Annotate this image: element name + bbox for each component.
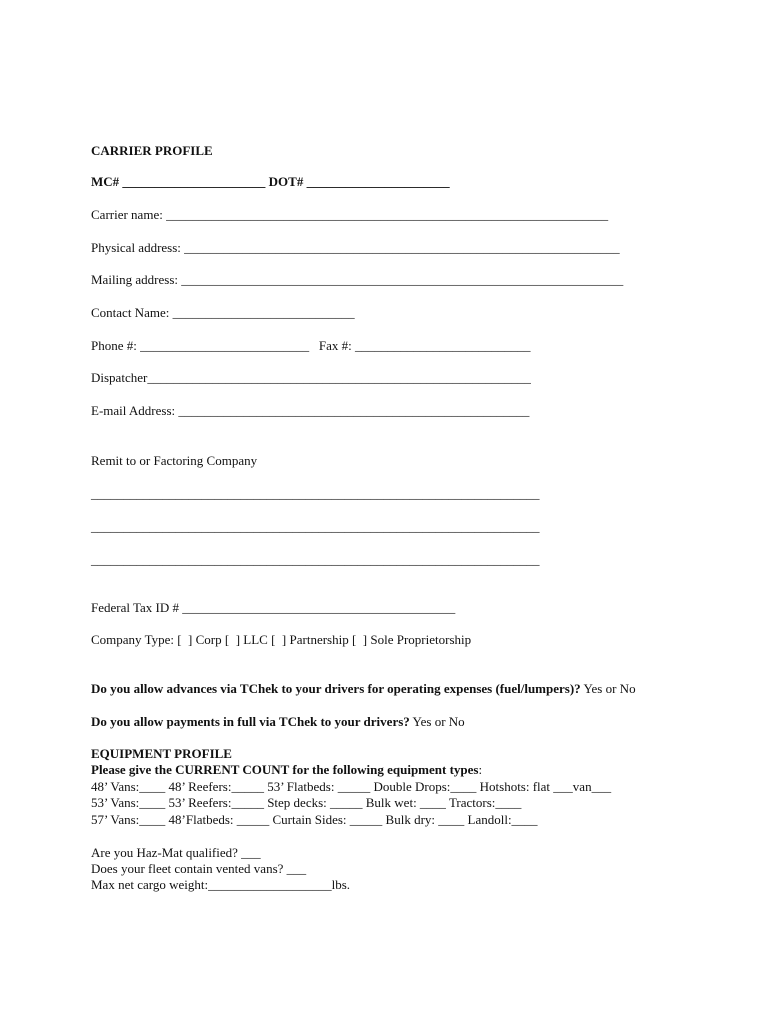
carrier-name-row — [91, 207, 608, 223]
email-label: E-mail Address: — [91, 403, 179, 418]
contact-name-field[interactable]: ____________________________ — [172, 305, 355, 320]
mc-dot-row — [91, 174, 450, 190]
payments-question — [91, 714, 465, 730]
advances-question-text: Do you allow advances via TChek to your drivers for operating expenses (fuel/lumpers)? — [91, 681, 581, 696]
mc-number-field[interactable]: ______________________ — [119, 174, 269, 189]
remit-line-1[interactable]: _____________________________________________________________________ — [91, 486, 540, 501]
mc-label: MC# — [91, 174, 120, 189]
equipment-instruction-colon: : — [478, 762, 483, 777]
tax-id-label: Federal Tax ID # — [91, 600, 183, 615]
carrier-name-field[interactable]: ____________________________________________________________________ — [166, 207, 609, 222]
advances-question — [91, 681, 636, 697]
dispatcher-field[interactable]: ___________________________________________________________ — [147, 370, 531, 385]
physical-address-field[interactable]: ___________________________________________________________________ — [184, 240, 620, 255]
remit-line-3[interactable]: _____________________________________________________________________ — [91, 552, 540, 567]
contact-name-label: Contact Name: — [91, 305, 173, 320]
remit-heading: Remit to or Factoring Company — [91, 453, 258, 468]
mailing-address-field[interactable]: ____________________________________________________________________ — [181, 272, 624, 287]
equipment-row-57[interactable]: 57’ Vans:____ 48’Flatbeds: _____ Curtain Sides: _____ Bulk dry: ____ Landoll:____ — [91, 812, 538, 827]
email-row — [91, 403, 529, 419]
phone-field[interactable]: __________________________ — [140, 338, 310, 353]
dot-number-field[interactable]: ______________________ — [303, 174, 450, 189]
equipment-instruction: Please give the CURRENT COUNT for the following equipment types — [91, 762, 479, 777]
advances-answer[interactable]: Yes or No — [580, 681, 636, 696]
carrier-name-label: Carrier name: — [91, 207, 167, 222]
form-title: CARRIER PROFILE — [91, 143, 213, 158]
remit-line-2[interactable]: _____________________________________________________________________ — [91, 519, 540, 534]
contact-name-row — [91, 305, 355, 321]
physical-address-label: Physical address: — [91, 240, 185, 255]
equipment-row-53[interactable]: 53’ Vans:____ 53’ Reefers:_____ Step decks: _____ Bulk wet: ____ Tractors:____ — [91, 795, 522, 810]
payments-answer[interactable]: Yes or No — [409, 714, 465, 729]
hazmat-question[interactable]: Are you Haz-Mat qualified? ___ — [91, 845, 261, 860]
fax-field[interactable]: ___________________________ — [355, 338, 531, 353]
equipment-row-48[interactable]: 48’ Vans:____ 48’ Reefers:_____ 53’ Flatbeds: _____ Double Drops:____ Hotshots: flat ___van___ — [91, 779, 612, 794]
vented-vans-question[interactable]: Does your fleet contain vented vans? ___ — [91, 861, 307, 876]
dispatcher-label: Dispatcher — [91, 370, 148, 385]
tax-id-row — [91, 600, 455, 616]
company-type-row[interactable]: Company Type: [ ] Corp [ ] LLC [ ] Partnership [ ] Sole Proprietorship — [91, 632, 472, 647]
payments-question-text: Do you allow payments in full via TChek to your drivers? — [91, 714, 410, 729]
email-field[interactable]: ______________________________________________________ — [178, 403, 530, 418]
max-cargo-weight[interactable]: Max net cargo weight:___________________lbs. — [91, 877, 351, 892]
physical-address-row — [91, 240, 620, 256]
equipment-instruction-row — [91, 762, 482, 778]
mailing-address-label: Mailing address: — [91, 272, 182, 287]
fax-label: Fax #: — [309, 338, 355, 353]
phone-label: Phone #: — [91, 338, 141, 353]
tax-id-field[interactable]: __________________________________________ — [182, 600, 456, 615]
mailing-address-row — [91, 272, 623, 288]
dispatcher-row — [91, 370, 531, 386]
phone-fax-row — [91, 338, 531, 354]
equipment-heading: EQUIPMENT PROFILE — [91, 746, 232, 761]
dot-label: DOT# — [268, 174, 304, 189]
